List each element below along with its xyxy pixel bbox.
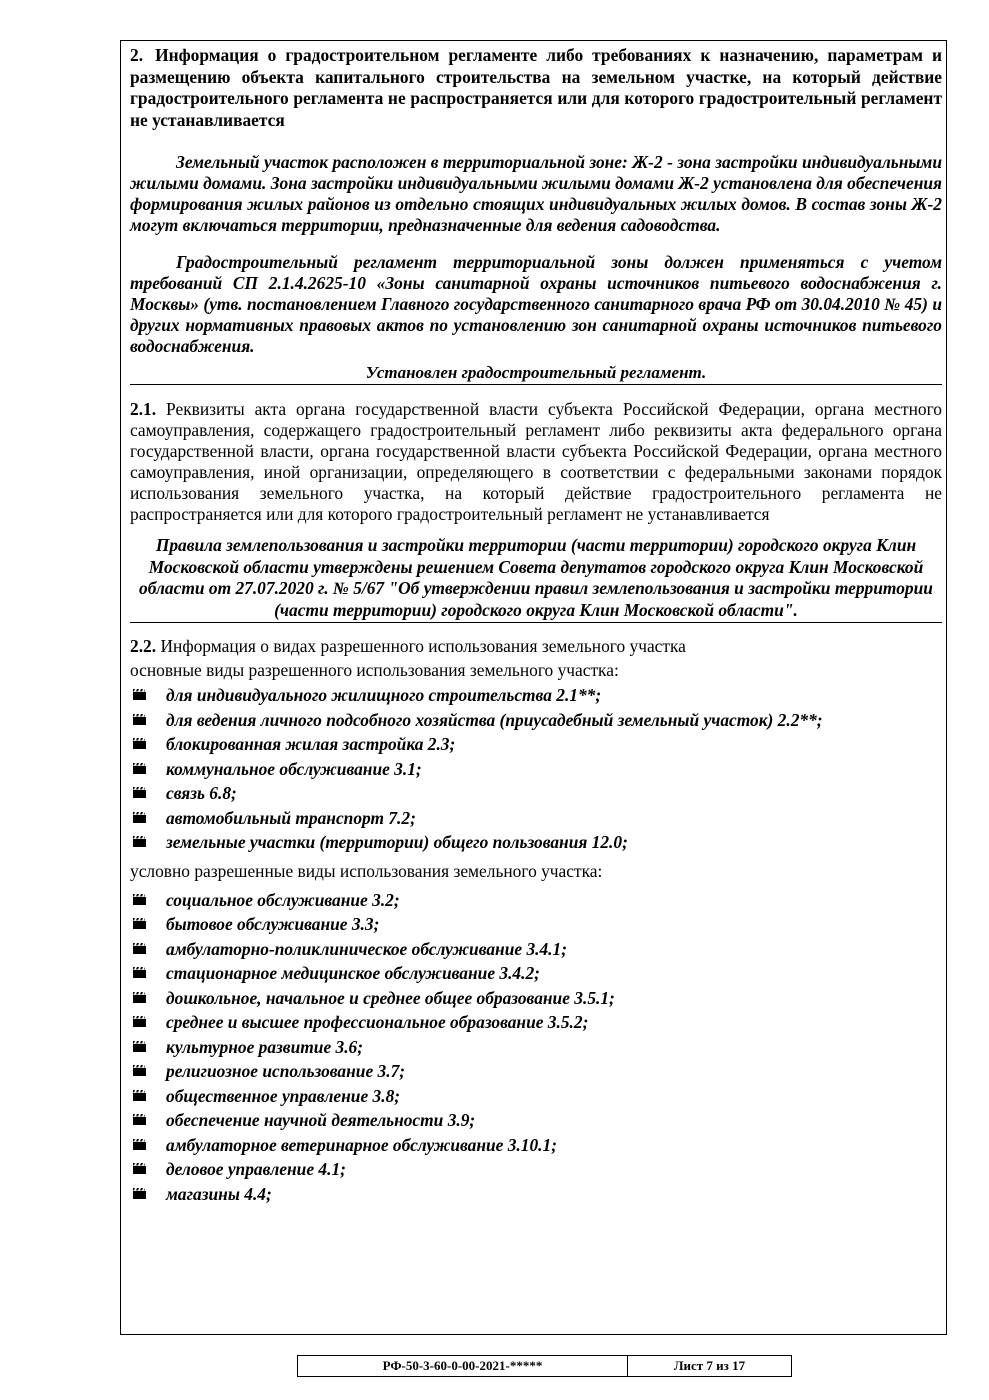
clapperboard-bullet-icon bbox=[133, 1188, 146, 1199]
section-2-2-title bbox=[130, 636, 942, 657]
clapperboard-bullet-icon bbox=[133, 1041, 146, 1052]
clapperboard-bullet-icon bbox=[133, 763, 146, 774]
use-list-item-text: дошкольное, начальное и среднее общее образование 3.5.1; bbox=[166, 987, 615, 1008]
use-list-item-text: земельные участки (территории) общего пользования 12.0; bbox=[166, 832, 628, 852]
use-list-item bbox=[130, 1010, 942, 1035]
section-2-1-number: 2.1. bbox=[130, 399, 157, 419]
section-2-heading bbox=[130, 45, 942, 131]
use-list-item bbox=[130, 806, 942, 831]
zone-paragraph: Земельный участок расположен в территориальной зоне: Ж-2 - зона застройки индивидуальными жилыми домами. Зона застройки индивидуальными жилыми домами Ж-2 установлена для обеспечения формирования жилых районов из отдельно стоящих индивидуальных жилых домов. В состав зоны Ж-2 могут включаться территории, предназначенные для ведения садоводства. bbox=[130, 152, 942, 235]
use-list-item bbox=[130, 1182, 942, 1207]
section-2-heading-text: Информация о градостроительном регламенте либо требованиях к назначению, параметрам и размещению объекта капитального строительства на земельном участке, на который действие градостроительного регламента не распространяется или для которого градостроительный регламент не устанавливается bbox=[130, 45, 942, 130]
use-list-item bbox=[130, 1059, 942, 1084]
section-2-number: 2. bbox=[130, 45, 144, 65]
section-2-2-title-text: Информация о видах разрешенного использования земельного участка bbox=[160, 636, 686, 656]
use-list-item bbox=[130, 683, 942, 708]
conditional-uses-list bbox=[130, 888, 942, 1207]
use-list-item bbox=[130, 732, 942, 757]
clapperboard-bullet-icon bbox=[133, 1163, 146, 1174]
conditional-uses-label: условно разрешенные виды использования земельного участка: bbox=[130, 860, 603, 881]
use-list-item-text: обеспечение научной деятельности 3.9; bbox=[166, 1110, 476, 1130]
clapperboard-bullet-icon bbox=[133, 836, 146, 847]
use-list-item-text: среднее и высшее профессиональное образование 3.5.2; bbox=[166, 1012, 589, 1032]
land-use-rules: Правила землепользования и застройки территории (части территории) городского округа Клин Московской области утверждены решением Совета депутатов городского округа Клин Московской области от 27.07.2020 г. № 5/67 "Об утверждении правил землепользования и застройки территории (части территории) городского округа Клин Московской области". bbox=[130, 535, 942, 623]
use-list-item bbox=[130, 986, 942, 1011]
use-list-item-text: стационарное медицинское обслуживание 3.4.2; bbox=[166, 963, 540, 983]
document-content bbox=[130, 45, 942, 1206]
clapperboard-bullet-icon bbox=[133, 1139, 146, 1150]
use-list-item-text: бытовое обслуживание 3.3; bbox=[166, 914, 380, 934]
clapperboard-bullet-icon bbox=[133, 1065, 146, 1076]
clapperboard-bullet-icon bbox=[133, 992, 146, 1003]
use-list-item-text: коммунальное обслуживание 3.1; bbox=[166, 758, 422, 779]
clapperboard-bullet-icon bbox=[133, 738, 146, 749]
use-list-item-text: религиозное использование 3.7; bbox=[166, 1061, 406, 1081]
use-list-item bbox=[130, 1035, 942, 1060]
sheet-number: Лист 7 из 17 bbox=[673, 1358, 746, 1373]
use-list-item-text: связь 6.8; bbox=[166, 783, 237, 803]
clapperboard-bullet-icon bbox=[133, 1090, 146, 1101]
clapperboard-bullet-icon bbox=[133, 812, 146, 823]
use-list-item bbox=[130, 1157, 942, 1182]
use-list-item bbox=[130, 1084, 942, 1109]
title-block-stamp bbox=[297, 1355, 792, 1377]
clapperboard-bullet-icon bbox=[133, 787, 146, 798]
use-list-item-text: блокированная жилая застройка 2.3; bbox=[166, 734, 456, 754]
document-code: РФ-50-3-60-0-00-2021-***** bbox=[298, 1356, 628, 1376]
use-list-item bbox=[130, 830, 942, 855]
use-list-item-text: деловое управление 4.1; bbox=[166, 1159, 346, 1179]
clapperboard-bullet-icon bbox=[133, 689, 146, 700]
sanitary-paragraph: Градостроительный регламент территориальной зоны должен применяться с учетом требований СП 2.1.4.2625-10 «Зоны санитарной охраны источников питьевого водоснабжения г. Москвы» (утв. постановлением Главного государственного санитарного врача РФ от 30.04.2010 № 45) и других нормативных правовых актов по установлению зон санитарной охраны источников питьевого водоснабжения. bbox=[130, 252, 942, 356]
use-list-item-text: для ведения личного подсобного хозяйства (приусадебный земельный участок) 2.2**; bbox=[166, 709, 823, 730]
use-list-item bbox=[130, 888, 942, 913]
section-2-2-number: 2.2. bbox=[130, 636, 157, 656]
clapperboard-bullet-icon bbox=[133, 894, 146, 905]
regulation-established: Установлен градостроительный регламент. bbox=[130, 362, 942, 385]
section-2-1-paragraph bbox=[130, 399, 942, 525]
use-list-item-text: общественное управление 3.8; bbox=[166, 1085, 401, 1106]
use-list-item bbox=[130, 1133, 942, 1158]
use-list-item bbox=[130, 1108, 942, 1133]
use-list-item bbox=[130, 708, 942, 733]
main-uses-label: основные виды разрешенного использования земельного участка: bbox=[130, 660, 619, 680]
clapperboard-bullet-icon bbox=[133, 943, 146, 954]
clapperboard-bullet-icon bbox=[133, 714, 146, 725]
section-2-1-text: Реквизиты акта органа государственной власти субъекта Российской Федерации, органа местного самоуправления, содержащего градостроительный регламент либо реквизиты акта федерального органа государственной власти, органа государственной власти субъекта Российской Федерации, органа местного самоуправления, иной организации, определяющего в соответствии с федеральными законами порядок использования земельного участка, на который действие градостроительного регламента не распространяется или для которого градостроительный регламент не устанавливается bbox=[130, 399, 942, 524]
use-list-item bbox=[130, 961, 942, 986]
clapperboard-bullet-icon bbox=[133, 1016, 146, 1027]
use-list-item-text: магазины 4.4; bbox=[166, 1183, 272, 1204]
main-uses-list bbox=[130, 683, 942, 855]
clapperboard-bullet-icon bbox=[133, 1114, 146, 1125]
use-list-item-text: социальное обслуживание 3.2; bbox=[166, 889, 400, 910]
use-list-item-text: амбулаторное ветеринарное обслуживание 3.10.1; bbox=[166, 1134, 558, 1155]
use-list-item-text: автомобильный транспорт 7.2; bbox=[166, 807, 416, 828]
clapperboard-bullet-icon bbox=[133, 967, 146, 978]
use-list-item-text: для индивидуального жилищного строительства 2.1**; bbox=[166, 685, 602, 705]
use-list-item bbox=[130, 781, 942, 806]
use-list-item bbox=[130, 912, 942, 937]
use-list-item bbox=[130, 757, 942, 782]
clapperboard-bullet-icon bbox=[133, 918, 146, 929]
use-list-item bbox=[130, 937, 942, 962]
use-list-item-text: культурное развитие 3.6; bbox=[166, 1036, 364, 1057]
use-list-item-text: амбулаторно-поликлиническое обслуживание 3.4.1; bbox=[166, 938, 568, 959]
